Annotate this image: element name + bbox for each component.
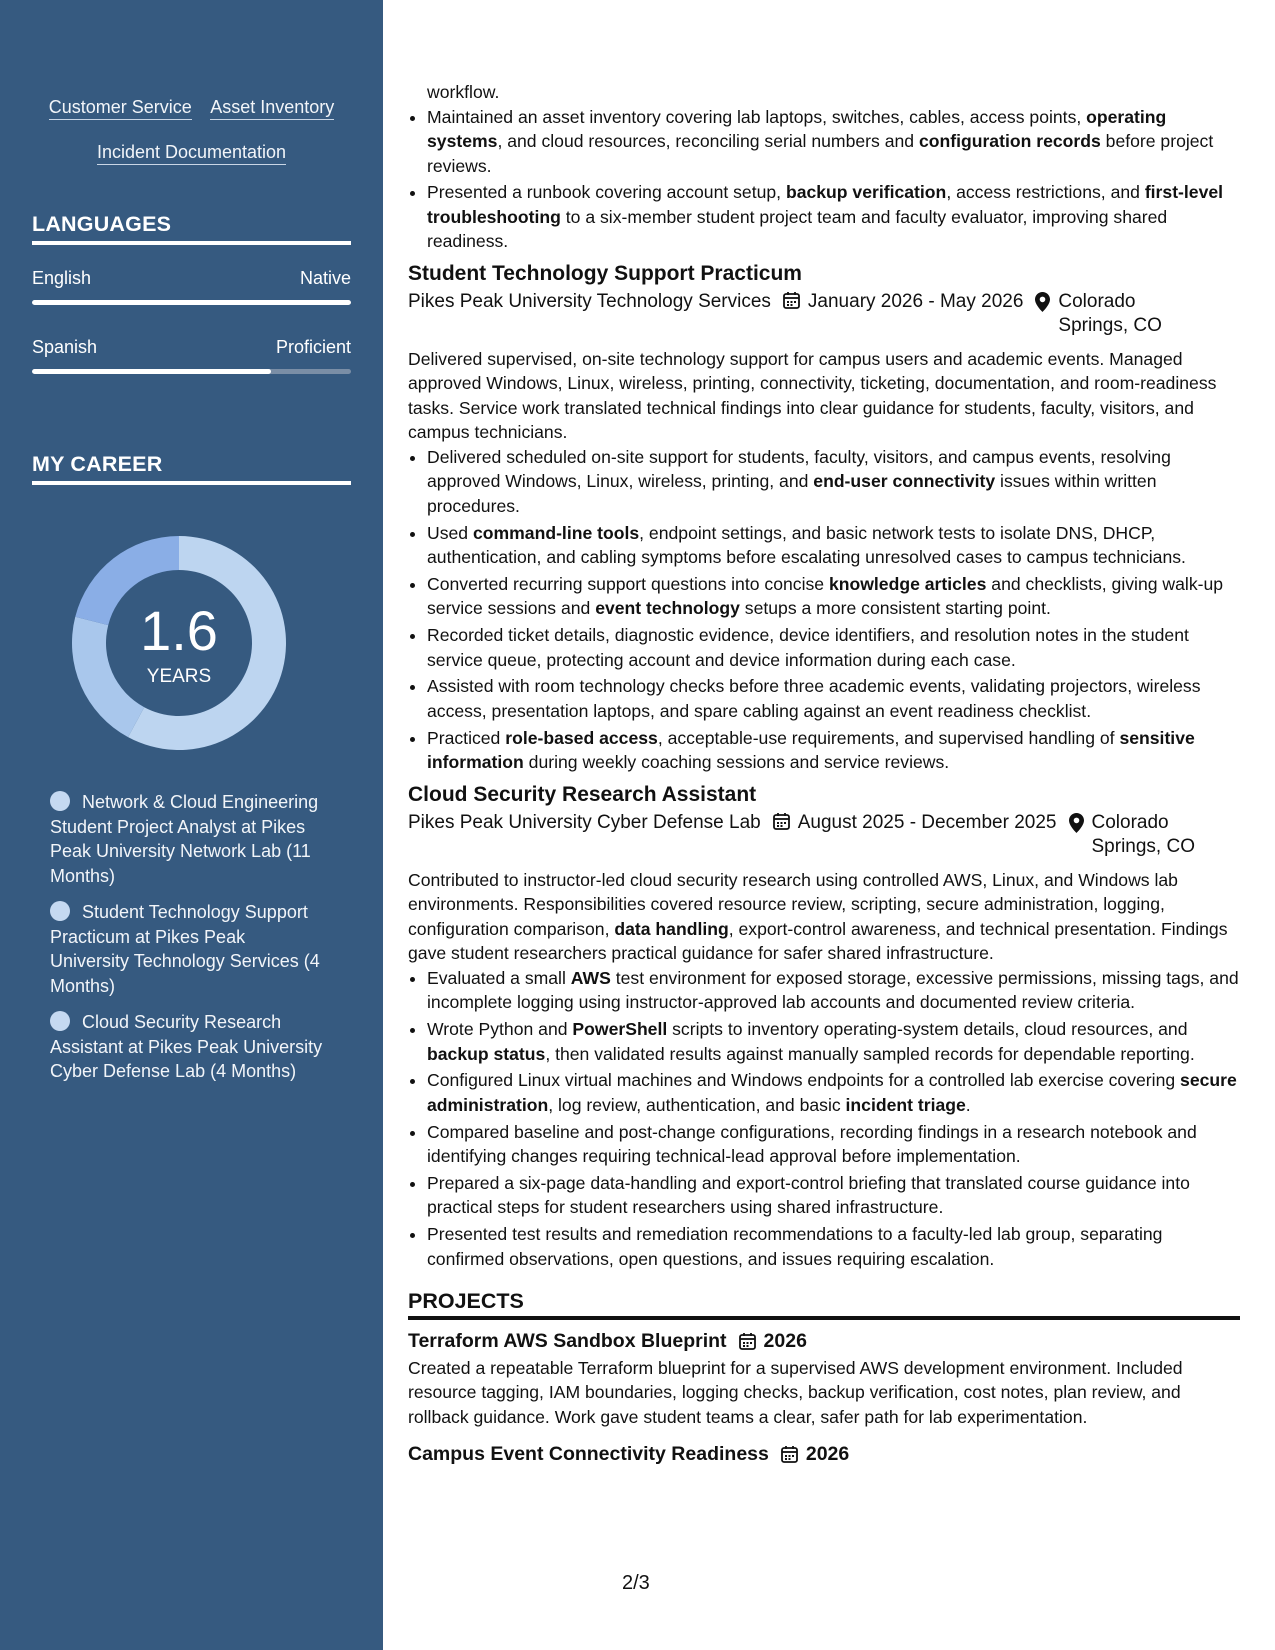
calendar-icon xyxy=(783,291,800,309)
bullet-item: • Configured Linux virtual machines and Windows endpoints for a controlled lab exercise covering secure administration, log review, authentication, and basic incident triage. xyxy=(427,1068,1240,1117)
language-bar-fill xyxy=(32,300,351,305)
career-unit: YEARS xyxy=(146,666,212,687)
skill-tag: Asset Inventory xyxy=(210,96,334,120)
language-name: English xyxy=(32,268,92,288)
languages-heading: LANGUAGES xyxy=(32,212,351,245)
calendar-icon xyxy=(739,1332,756,1350)
carry-over-bullets xyxy=(408,105,1240,254)
bullet-item: • Wrote Python and PowerShell scripts to inventory operating-system details, cloud resources, and backup status, then validated results against manually sampled records for dependable reporting. xyxy=(427,1017,1240,1066)
career-item: Student Technology Support Practicum at Pikes Peak University Technology Services (4 Months) xyxy=(50,902,320,996)
company-name: Pikes Peak University Technology Services xyxy=(408,290,771,312)
job-dates: January 2026 - May 2026 xyxy=(783,290,1023,339)
language-bar xyxy=(32,300,351,305)
career-total: 1.6 xyxy=(140,599,218,662)
bullet-dot-icon xyxy=(50,901,70,921)
bullet-item: • Evaluated a small AWS test environment for exposed storage, excessive permissions, missing tags, and incomplete logging using instructor-approved lab accounts and documented review criteria. xyxy=(427,966,1240,1015)
career-donut-chart xyxy=(66,530,292,756)
job-location: Colorado Springs, CO xyxy=(1069,811,1202,860)
location-pin-icon xyxy=(1035,292,1050,312)
career-item: Cloud Security Research Assistant at Pikes Peak University Cyber Defense Lab (4 Months) xyxy=(50,1012,323,1081)
location-pin-icon xyxy=(1069,813,1084,833)
project-title-row xyxy=(408,1328,1240,1354)
projects-heading: PROJECTS xyxy=(408,1289,1240,1320)
skill-tag: Incident Documentation xyxy=(97,141,286,165)
projects-section xyxy=(408,1289,1240,1467)
bullet-item: • Recorded ticket details, diagnostic evidence, device identifiers, and resolution notes in the student service queue, protecting account and device information during each case. xyxy=(427,623,1240,672)
skill-tags xyxy=(32,86,351,176)
skill-tag: Customer Service xyxy=(49,96,192,120)
page-number: 2/3 xyxy=(622,1572,650,1594)
bullet-item: • Prepared a six-page data-handling and export-control briefing that translated course guidance into practical steps for student researchers using shared infrastructure. xyxy=(427,1171,1240,1220)
experience-entry xyxy=(408,781,1240,1271)
calendar-icon xyxy=(773,812,790,830)
company-name: Pikes Peak University Cyber Defense Lab xyxy=(408,811,761,833)
job-meta xyxy=(408,811,1240,860)
bullet-item: • Maintained an asset inventory covering lab laptops, switches, cables, access points, operating systems, and cloud resources, reconciling serial numbers and configuration records before project reviews. xyxy=(427,105,1240,179)
career-list xyxy=(50,790,325,1096)
career-item: Network & Cloud Engineering Student Project Analyst at Pikes Peak University Network Lab (11 Months) xyxy=(50,792,319,886)
language-name: Spanish xyxy=(32,337,98,357)
job-title: Student Technology Support Practicum xyxy=(408,261,802,285)
project-title: Terraform AWS Sandbox Blueprint xyxy=(408,1329,727,1352)
project-year: 2026 xyxy=(805,1443,850,1466)
bullet-dot-icon xyxy=(50,791,70,811)
language-level: Native xyxy=(299,268,351,288)
bullet-dot-icon xyxy=(50,1011,70,1031)
job-bullets xyxy=(408,966,1240,1271)
language-row xyxy=(32,337,351,358)
job-meta xyxy=(408,290,1240,339)
language-bar-fill xyxy=(32,369,271,374)
bullet-item: • Delivered scheduled on-site support for students, faculty, visitors, and campus events, resolving approved Windows, Linux, wireless, printing, and end-user connectivity issues within written procedures. xyxy=(427,445,1240,519)
project-description: Created a repeatable Terraform blueprint for a supervised AWS development environment. Included resource tagging, IAM boundaries, logging checks, backup verification, cost notes, plan review, and rollback guidance. Work gave student teams a clear, safer path for lab experimentation. xyxy=(408,1357,1183,1427)
job-bullets xyxy=(408,445,1240,775)
experience-entry xyxy=(408,260,1240,775)
job-summary: Delivered supervised, on-site technology support for campus users and academic events. Managed approved Windows, Linux, wireless, printing, connectivity, ticketing, documentation, and room-readiness tasks. Service work translated technical findings into clear guidance for students, faculty, visitors, and campus technicians. xyxy=(408,348,1217,443)
sidebar xyxy=(0,0,383,1650)
bullet-item: • Practiced role-based access, acceptable-use requirements, and supervised handling of sensitive information during weekly coaching sessions and service reviews. xyxy=(427,726,1240,775)
job-dates: August 2025 - December 2025 xyxy=(773,811,1057,860)
bullet-item: • Used command-line tools, endpoint settings, and basic network tests to isolate DNS, DHCP, authentication, and cabling symptoms before escalating unresolved cases to campus technicians. xyxy=(427,521,1240,570)
bullet-item: • Presented test results and remediation recommendations to a faculty-led lab group, separating confirmed observations, open questions, and issues requiring escalation. xyxy=(427,1222,1240,1271)
bullet-item: • Converted recurring support questions into concise knowledge articles and checklists, giving walk-up service sessions and event technology setups a more consistent starting point. xyxy=(427,572,1240,621)
project-year: 2026 xyxy=(763,1329,807,1352)
project-title: Campus Event Connectivity Readiness xyxy=(408,1443,769,1466)
language-level: Proficient xyxy=(275,337,351,357)
bullet-item: • Assisted with room technology checks before three academic events, validating projectors, wireless access, presentation laptops, and spare cabling against an event readiness checklist. xyxy=(427,674,1240,723)
bullet-item: • Compared baseline and post-change configurations, recording findings in a research notebook and identifying changes requiring technical-lead approval before implementation. xyxy=(427,1120,1240,1169)
job-location: Colorado Springs, CO xyxy=(1035,290,1168,339)
job-title: Cloud Security Research Assistant xyxy=(408,782,757,806)
carry-over-text: workflow. xyxy=(427,82,500,102)
calendar-icon xyxy=(781,1445,798,1463)
language-bar xyxy=(32,369,351,374)
main-content xyxy=(408,80,1240,1467)
bullet-item: • Presented a runbook covering account setup, backup verification, access restrictions, and first-level troubleshooting to a six-member student project team and faculty evaluator, improving shared readiness. xyxy=(427,180,1240,254)
career-heading: MY CAREER xyxy=(32,452,351,485)
project-title-row xyxy=(408,1441,1240,1467)
donut-segment xyxy=(72,617,144,737)
language-row xyxy=(32,268,351,289)
job-summary: Contributed to instructor-led cloud security research using controlled AWS, Linux, and Windows lab environments. Responsibilities covered resource review, scripting, secure administration, logging, configuration comparison, data handling, export-control awareness, and technical presentation. Findings gave student researchers practical guidance for safer shared infrastructure. xyxy=(408,869,1228,964)
